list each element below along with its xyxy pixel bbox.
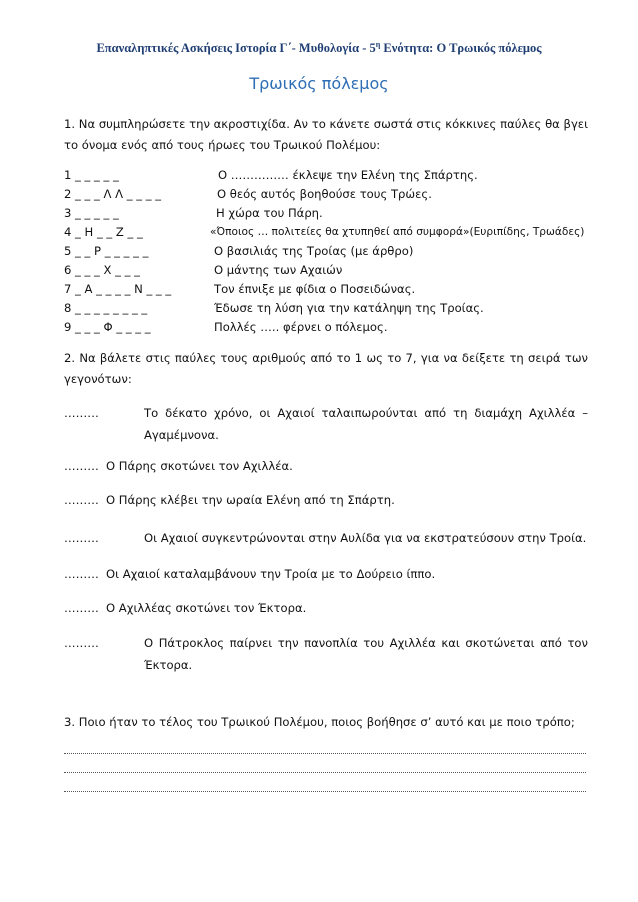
event-2-blank[interactable]: ……… xyxy=(64,459,99,473)
acrostic-row-4 xyxy=(64,225,588,244)
answer-line-2[interactable] xyxy=(64,772,586,773)
acrostic-clue-4: «Όποιος … πολιτείες θα χτυπηθεί από συμφορά»(Ευριπίδης, Τρωάδες) xyxy=(210,226,585,238)
header-superscript: η xyxy=(375,40,381,49)
event-1-blank[interactable]: ……… xyxy=(64,406,99,420)
exercise2-instruction: 2. Να βάλετε στις παύλες τους αριθμούς από το 1 ως το 7, για να δείξετε τη σειρά των γεγονότων: xyxy=(64,351,588,386)
event-4 xyxy=(64,527,588,549)
answer-line-3[interactable] xyxy=(64,791,586,792)
acrostic-clue-8: Έδωσε τη λύση για την κατάληψη της Τροίας. xyxy=(214,301,484,315)
page-title: Τρωικός πόλεμος xyxy=(249,74,389,93)
header-text-end: Ενότητα: Ο Τρωικός πόλεμος xyxy=(380,41,542,56)
event-7 xyxy=(64,632,588,676)
acrostic-row-8 xyxy=(64,301,588,320)
acrostic-clue-6: Ο μάντης των Αχαιών xyxy=(214,263,343,277)
acrostic-row-2 xyxy=(64,187,588,206)
event-3-blank[interactable]: ……… xyxy=(64,493,99,507)
event-1 xyxy=(64,402,588,446)
event-5-text: Οι Αχαιοί καταλαμβάνουν την Τροία με το Δούρειο ίππο. xyxy=(106,567,436,581)
event-2-text: Ο Πάρης σκοτώνει τον Αχιλλέα. xyxy=(106,459,293,473)
acrostic-pattern-8[interactable]: 8 _ _ _ _ _ _ _ _ xyxy=(64,301,148,315)
event-3-text: Ο Πάρης κλέβει την ωραία Ελένη από τη Σπάρτη. xyxy=(106,493,395,507)
event-2 xyxy=(64,455,588,477)
event-7-blank[interactable]: ……… xyxy=(64,636,99,650)
event-5-blank[interactable]: ……… xyxy=(64,567,99,581)
acrostic-row-6 xyxy=(64,263,588,282)
event-1-text: Το δέκατο χρόνο, οι Αχαιοί ταλαιπωρούνται από τη διαμάχη Αχιλλέα – Αγαμέμνονα. xyxy=(144,406,588,442)
header-text-start: Επαναληπτικές Ασκήσεις Ιστορία Γ΄- Μυθολογία - 5 xyxy=(96,41,376,56)
acrostic-pattern-3[interactable]: 3 _ _ _ _ _ xyxy=(64,206,119,220)
acrostic-clue-7: Τον έπνιξε με φίδια ο Ποσειδώνας. xyxy=(214,282,416,296)
acrostic-row-9 xyxy=(64,320,588,339)
page-header xyxy=(0,40,638,56)
event-4-blank[interactable]: ……… xyxy=(64,531,99,545)
event-5 xyxy=(64,563,588,585)
acrostic-row-7 xyxy=(64,282,588,301)
acrostic-pattern-7[interactable]: 7 _ Α _ _ _ _ Ν _ _ _ xyxy=(64,282,172,296)
acrostic-clue-5: Ο βασιλιάς της Τροίας (με άρθρο) xyxy=(214,244,414,258)
acrostic-pattern-9[interactable]: 9 _ _ _ Φ _ _ _ _ xyxy=(64,320,151,334)
exercise1-instruction: 1. Να συμπληρώσετε την ακροστιχίδα. Αν το κάνετε σωστά στις κόκκινες παύλες θα βγει το όνομα ενός από τους ήρωες του Τρωικού Πολέμου: xyxy=(64,117,588,152)
event-7-text: Ο Πάτροκλος παίρνει την πανοπλία του Αχιλλέα και σκοτώνεται από τον Έκτορα. xyxy=(144,636,588,672)
acrostic-pattern-4[interactable]: 4 _ Η _ _ Ζ _ _ xyxy=(64,225,143,239)
acrostic-pattern-2[interactable]: 2 _ _ _ Λ Λ _ _ _ _ xyxy=(64,187,161,201)
answer-line-1[interactable] xyxy=(64,753,586,754)
acrostic-row-5 xyxy=(64,244,588,263)
event-6-blank[interactable]: ……… xyxy=(64,601,99,615)
acrostic-pattern-6[interactable]: 6 _ _ _ Χ _ _ _ xyxy=(64,263,140,277)
acrostic-row-1 xyxy=(64,168,588,187)
acrostic-row-3 xyxy=(64,206,588,225)
event-6-text: Ο Αχιλλέας σκοτώνει τον Έκτορα. xyxy=(106,601,307,615)
event-6 xyxy=(64,597,588,619)
event-3 xyxy=(64,489,588,511)
acrostic-pattern-1[interactable]: 1 _ _ _ _ _ xyxy=(64,168,119,182)
acrostic-clue-3: Η χώρα του Πάρη. xyxy=(216,206,323,220)
acrostic-clue-2: Ο θεός αυτός βοηθούσε τους Τρώες. xyxy=(217,187,432,201)
acrostic-pattern-5[interactable]: 5 _ _ Ρ _ _ _ _ _ xyxy=(64,244,149,258)
exercise3-question: 3. Ποιο ήταν το τέλος του Τρωικού Πολέμου, ποιος βοήθησε σ’ αυτό και με ποιο τρόπο; xyxy=(64,715,575,729)
event-4-text: Οι Αχαιοί συγκεντρώνονται στην Αυλίδα για να εκστρατεύσουν στην Τροία. xyxy=(144,531,587,545)
acrostic-clue-9: Πολλές ….. φέρνει ο πόλεμος. xyxy=(214,320,388,334)
acrostic-clue-1: Ο …………… έκλεψε την Ελένη της Σπάρτης. xyxy=(218,168,478,182)
